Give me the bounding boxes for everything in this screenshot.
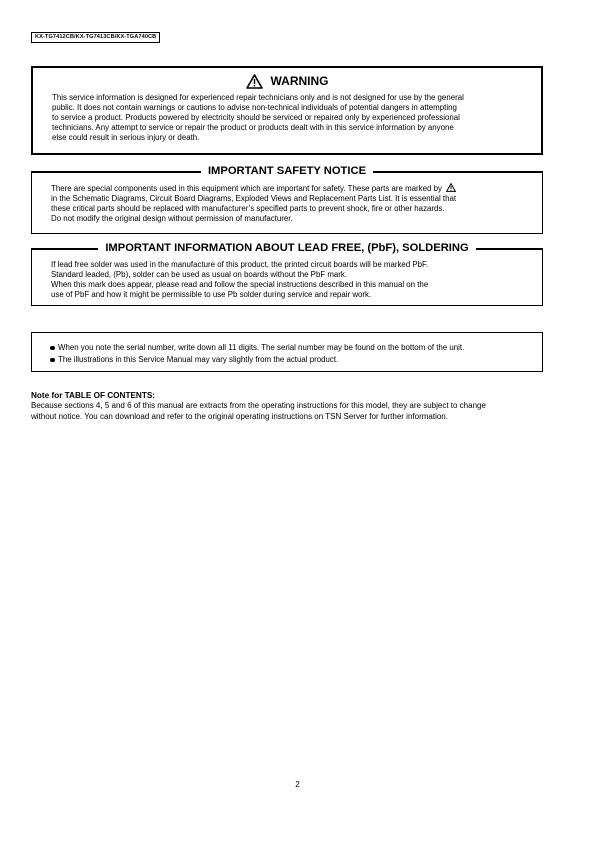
warning-line: else could result in serious injury or death. [52, 133, 200, 142]
toc-note-line: Because sections 4, 5 and 6 of this manual are extracts from the operating instructions for this model, they are subject to change [31, 401, 486, 410]
safety-line: these critical parts should be replaced with manufacturer’s specified parts to prevent shock, fire or other hazards. [51, 204, 445, 213]
notes-box [31, 332, 543, 372]
safety-text [32, 183, 531, 224]
safety-triangle-icon [446, 183, 456, 192]
bullet-icon [50, 346, 55, 351]
list-item [50, 354, 542, 366]
lead-free-heading-row [32, 240, 542, 256]
lead-free-line: use of PbF and how it might be permissible to use Pb solder during service and repair work. [51, 290, 372, 299]
note-text: The illustrations in this Service Manual may vary slightly from the actual product. [58, 355, 339, 364]
warning-title: WARNING [270, 74, 329, 88]
lead-free-line: If lead free solder was used in the manufacture of this product, the printed circuit boards will be marked PbF. [51, 260, 429, 269]
bullet-icon [50, 358, 55, 363]
lead-free-box [31, 242, 543, 306]
lead-free-title: IMPORTANT INFORMATION ABOUT LEAD FREE, (PbF), SOLDERING [98, 240, 475, 256]
warning-triangle-icon [246, 74, 263, 89]
warning-line: to service a product. Products powered by electricity should be serviced or repaired only by experienced professional [52, 113, 460, 122]
safety-title: IMPORTANT SAFETY NOTICE [201, 163, 373, 179]
safety-line: Do not modify the original design without permission of manufacturer. [51, 214, 293, 223]
list-item [50, 342, 542, 354]
lead-free-line: When this mark does appear, please read and follow the special instructions described in this manual on the [51, 280, 429, 289]
safety-line: in the Schematic Diagrams, Circuit Board Diagrams, Exploded Views and Replacement Parts List. It is essential that [51, 194, 457, 203]
notes-list [32, 342, 542, 366]
warning-line: This service information is designed for experienced repair technicians only and is not designed for use by the general [52, 93, 464, 102]
lead-free-text [32, 260, 531, 300]
page-number: 2 [295, 780, 300, 789]
note-text: When you note the serial number, write down all 11 digits. The serial number may be found on the bottom of the unit. [58, 343, 465, 352]
warning-box [31, 66, 543, 155]
warning-text [33, 93, 532, 143]
model-tag: KX-TG7412CB/KX-TG7413CB/KX-TGA740CB [31, 32, 160, 43]
toc-note-text [31, 401, 561, 422]
warning-line: public. It does not contain warnings or cautions to advise non-technical individuals of potential dangers in attempting [52, 103, 457, 112]
warning-line: technicians. Any attempt to service or repair the product or products dealt with in this service information by anyone [52, 123, 454, 132]
lead-free-line: Standard leaded, (Pb), solder can be used as usual on boards without the PbF mark. [51, 270, 348, 279]
safety-line: There are special components used in this equipment which are important for safety. These parts are marked by [51, 184, 442, 193]
toc-note-line: without notice. You can download and refer to the original operating instructions on TSN Server for further information. [31, 411, 448, 421]
toc-note-heading: Note for TABLE OF CONTENTS: [31, 391, 156, 400]
warning-heading [33, 73, 541, 89]
safety-heading-row [32, 163, 542, 179]
safety-notice-box [31, 165, 543, 234]
